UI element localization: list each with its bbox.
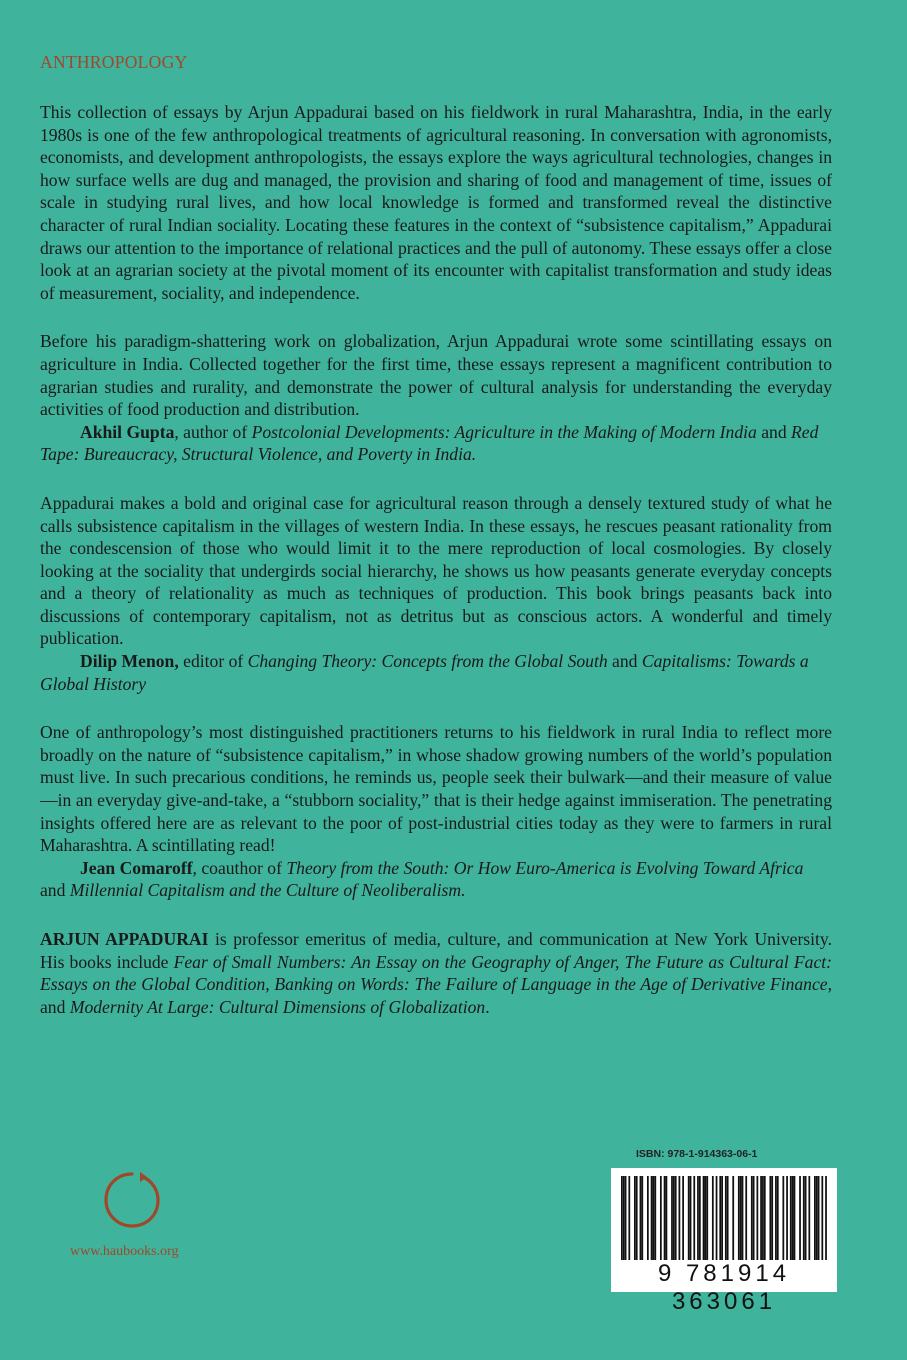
attr-sep: ,: [174, 421, 184, 442]
barcode-bar: [719, 1176, 721, 1260]
barcode-bar: [786, 1176, 788, 1260]
barcode-bar: [814, 1176, 816, 1260]
back-cover-content: [40, 52, 832, 1018]
barcode-bar: [716, 1176, 718, 1260]
barcode-bar: [745, 1176, 747, 1260]
attr-title: Capitalisms: Towards a Global History: [40, 651, 809, 694]
barcode-bar: [805, 1176, 807, 1260]
attr-role: author of: [183, 421, 252, 442]
blurb-attribution: [40, 421, 832, 466]
barcode-bar: [727, 1176, 729, 1260]
barcode-bar: [621, 1176, 623, 1260]
barcode-bar: [651, 1176, 653, 1260]
attr-role: coauthor of: [201, 857, 287, 878]
barcode-bar: [675, 1176, 677, 1260]
barcode-bar: [640, 1176, 642, 1260]
barcode-bar: [673, 1176, 675, 1260]
barcode-bar: [653, 1176, 655, 1260]
blurb-menon: [40, 492, 832, 695]
blurb-comaroff: [40, 721, 832, 902]
bio-text: [40, 928, 832, 1018]
attr-conj: and: [40, 880, 70, 901]
barcode-bar: [697, 1176, 699, 1260]
category-label: ANTHROPOLOGY: [40, 52, 188, 72]
barcode-bar: [825, 1176, 827, 1260]
barcode-bar: [792, 1176, 794, 1260]
barcode-bar: [751, 1176, 753, 1260]
barcode-bar: [688, 1176, 690, 1260]
bio-intro: is professor emeritus of media, culture, and communication at New York University. His books include: [40, 929, 832, 972]
bio-book: Banking on Words: The Failure of Language in the Age of Derivative Finance,: [274, 974, 832, 995]
bio-end: .: [485, 996, 490, 1017]
barcode-bar: [794, 1176, 796, 1260]
barcode-bar: [625, 1176, 627, 1260]
barcode-bar: [742, 1176, 744, 1260]
barcode-bars: [621, 1176, 827, 1260]
barcode-bar: [816, 1176, 818, 1260]
bio-book: Modernity At Large: Cultural Dimensions of Globalization: [69, 996, 486, 1017]
barcode-bar: [803, 1176, 805, 1260]
barcode-bar: [764, 1176, 766, 1260]
barcode-bar: [654, 1176, 656, 1260]
blurb-attribution: [40, 857, 832, 902]
barcode-bar: [740, 1176, 742, 1260]
barcode-bar: [690, 1176, 692, 1260]
barcode-bar: [725, 1176, 727, 1260]
barcode-digits: 9 781914 363061: [657, 1260, 791, 1315]
barcode-bar: [641, 1176, 643, 1260]
bio-book: The Future as Cultural Fact: Essays on the Global Condition,: [40, 951, 832, 995]
attr-title: Theory from the South: Or How Euro-America is Evolving Toward Africa: [286, 857, 804, 878]
barcode-bar: [775, 1176, 777, 1260]
blurb-text: Appadurai makes a bold and original case for agricultural reason through a densely textured study of what he calls subsistence capitalism in the villages of western India. In these essays, he rescues peasant rationality from the condescension of those who would limit it to the mere reproduction of local cosmologies. By closely looking at the sociality that undergirds social hierarchy, he shows us how peasants generate everyday concepts and a theory of relationality as much as techniques of production. This book brings peasants back into discussions of contemporary capitalism, not as detritus but as conscious actors. A wonderful and timely publication.: [40, 492, 832, 649]
barcode-bar: [808, 1176, 810, 1260]
barcode-bar: [753, 1176, 755, 1260]
book-description: This collection of essays by Arjun Appadurai based on his fieldwork in rural Maharashtra, India, in the early 1980s is one of the few anthropological treatments of agricultural reasoning. In conversation with agronomists, economists, and development anthropologists, the essays explore the ways agricultural technologies, changes in how surface wells are dug and managed, the provision and sharing of food and management of time, issues of scale in studying rural lives, and how local knowledge is formed and transformed reveal the distinctive character of rural Indian sociality. Locating these features in the context of “subsistence capitalism,” Appadurai draws our attention to the importance of relational practices and the pull of autonomy. These essays offer a close look at an agrarian society at the pivotal moment of its encounter with capitalist transformation and study ideas of measurement, sociality, and independence.: [40, 102, 832, 303]
barcode-bar: [679, 1176, 681, 1260]
blurb-text: Before his paradigm-shattering work on globalization, Arjun Appadurai wrote some scintillating essays on agriculture in India. Collected together for the first time, these essays represent a magnificent contribution to agrarian studies and rurality, and demonstrate the power of cultural analysis for understanding the everyday activities of food production and distribution.: [40, 331, 832, 420]
attr-title: Millennial Capitalism and the Culture of Neoliberalism.: [69, 880, 466, 901]
barcode-bar: [760, 1176, 762, 1260]
barcode-bar: [821, 1176, 823, 1260]
barcode-bar: [682, 1176, 684, 1260]
attr-conj: and: [756, 421, 792, 442]
barcode-bar: [738, 1176, 740, 1260]
blurb-author: Dilip Menon,: [80, 651, 179, 672]
blurb-author: Jean Comaroff: [80, 857, 193, 878]
blurb-attribution: [40, 650, 832, 695]
publisher-website[interactable]: www.haubooks.org: [70, 1244, 179, 1259]
attr-title: Changing Theory: Concepts from the Global South: [247, 651, 608, 672]
attr-role: editor of: [183, 651, 248, 672]
blurb-gupta: [40, 330, 832, 466]
barcode-bar: [712, 1176, 714, 1260]
attr-sep: ,: [192, 857, 202, 878]
barcode-bar: [623, 1176, 625, 1260]
blurb-author: Akhil Gupta: [80, 421, 175, 442]
barcode-bar: [703, 1176, 705, 1260]
barcode-bar: [693, 1176, 695, 1260]
attr-title: Postcolonial Developments: Agriculture in the Making of Modern India: [251, 421, 757, 442]
barcode-bar: [782, 1176, 784, 1260]
barcode-bar: [771, 1176, 773, 1260]
barcode-bar: [634, 1176, 636, 1260]
barcode-bar: [636, 1176, 638, 1260]
isbn-label: ISBN: 978-1-914363-06-1: [636, 1148, 758, 1160]
barcode-bar: [732, 1176, 734, 1260]
barcode-bar: [790, 1176, 792, 1260]
bio-name: ARJUN APPADURAI: [40, 929, 209, 949]
barcode-bar: [699, 1176, 701, 1260]
barcode-bar: [762, 1176, 764, 1260]
barcode-bar: [705, 1176, 707, 1260]
ouroboros-icon: [100, 1168, 164, 1232]
barcode-bar: [756, 1176, 758, 1260]
bio-book: Fear of Small Numbers: An Essay on the Geography of Anger,: [173, 951, 620, 972]
barcode-bar: [628, 1176, 630, 1260]
barcode-bar: [799, 1176, 801, 1260]
attr-title: Red Tape: Bureaucracy, Structural Violence, and Poverty in India.: [40, 421, 819, 465]
bio-sep: and: [40, 996, 70, 1017]
attr-conj: and: [607, 651, 642, 672]
barcode-bar: [660, 1176, 662, 1260]
barcode-bar: [721, 1176, 723, 1260]
author-bio: [40, 928, 832, 1018]
barcode-bar: [666, 1176, 668, 1260]
barcode-bar: [706, 1176, 708, 1260]
isbn-barcode: [611, 1168, 837, 1315]
barcode-bar: [769, 1176, 771, 1260]
barcode-bar: [671, 1176, 673, 1260]
barcode-bar: [664, 1176, 666, 1260]
barcode-bar: [647, 1176, 649, 1260]
barcode-bar: [777, 1176, 779, 1260]
barcode-bar: [818, 1176, 820, 1260]
blurb-text: One of anthropology’s most distinguished practitioners returns to his fieldwork in rural India to reflect more broadly on the nature of “subsistence capitalism,” in whose shadow growing numbers of the world’s population must live. In such precarious conditions, he reminds us, people seek their bulwark—and their measure of value—in an everyday give-and-take, a “stubborn sociality,” that is their hedge against immiseration. The penetrating insights offered here are as relevant to the poor of post-industrial cities today as they were to farmers in rural Maharashtra. A scintillating read!: [40, 722, 832, 856]
